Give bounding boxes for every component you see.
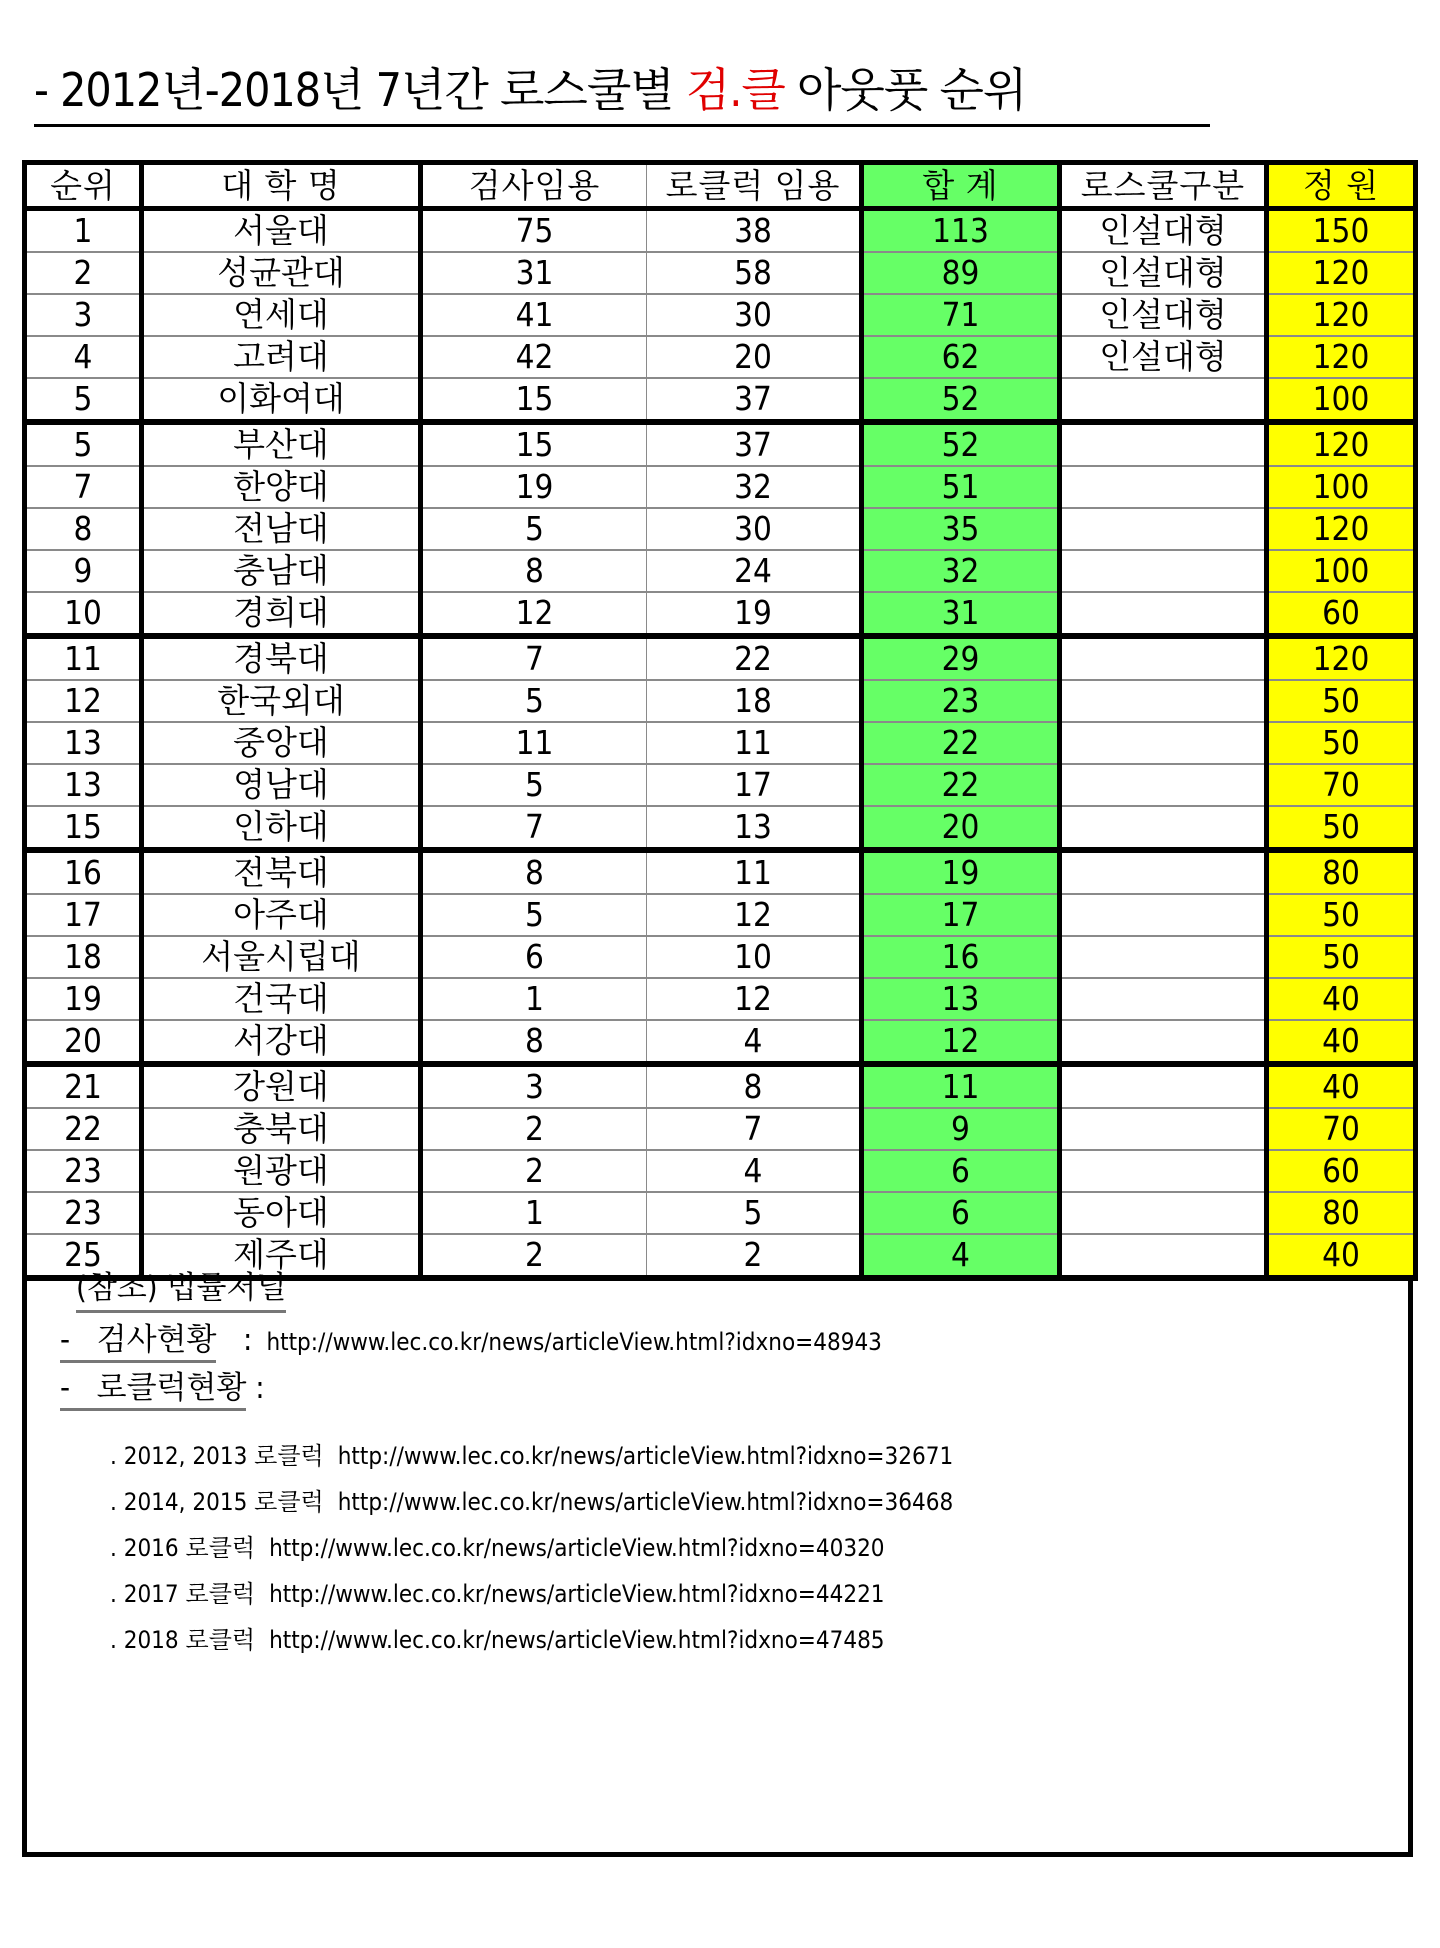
cell-school: 고려대 — [142, 336, 421, 378]
cell-rank: 2 — [25, 252, 142, 294]
cell-total: 35 — [862, 508, 1060, 550]
cell-prosecutor: 31 — [421, 252, 647, 294]
cell-rank: 13 — [25, 764, 142, 806]
cell-quota: 60 — [1267, 592, 1416, 636]
cell-prosecutor: 8 — [421, 1020, 647, 1064]
title-suffix: 아웃풋 순위 — [784, 63, 1027, 117]
header-row — [25, 163, 1416, 209]
header-school: 대 학 명 — [142, 163, 421, 209]
cell-school: 충남대 — [142, 550, 421, 592]
lawclerk-label: 로클럭현황 — [96, 1370, 247, 1406]
table-row — [25, 252, 1416, 294]
cell-rank: 18 — [25, 936, 142, 978]
cell-category: 인설대형 — [1060, 209, 1267, 253]
cell-total: 52 — [862, 378, 1060, 422]
cell-quota: 150 — [1267, 209, 1416, 253]
cell-total: 51 — [862, 466, 1060, 508]
cell-total: 62 — [862, 336, 1060, 378]
cell-prosecutor: 8 — [421, 550, 647, 592]
cell-rank: 9 — [25, 550, 142, 592]
cell-category — [1060, 1192, 1267, 1234]
table-row — [25, 592, 1416, 636]
table-row — [25, 1064, 1416, 1108]
cell-total: 29 — [862, 636, 1060, 680]
cell-rank: 5 — [25, 422, 142, 466]
table-row — [25, 764, 1416, 806]
cell-prosecutor: 3 — [421, 1064, 647, 1108]
cell-lawclerk: 17 — [647, 764, 862, 806]
cell-quota: 40 — [1267, 1234, 1416, 1278]
cell-total: 9 — [862, 1108, 1060, 1150]
cell-quota: 120 — [1267, 336, 1416, 378]
cell-quota: 40 — [1267, 1064, 1416, 1108]
cell-category: 인설대형 — [1060, 336, 1267, 378]
cell-prosecutor: 75 — [421, 209, 647, 253]
cell-quota: 50 — [1267, 894, 1416, 936]
cell-lawclerk: 4 — [647, 1150, 862, 1192]
cell-rank: 19 — [25, 978, 142, 1020]
cell-category: 인설대형 — [1060, 294, 1267, 336]
cell-lawclerk: 18 — [647, 680, 862, 722]
cell-lawclerk: 58 — [647, 252, 862, 294]
cell-prosecutor: 41 — [421, 294, 647, 336]
cell-lawclerk: 12 — [647, 894, 862, 936]
cell-rank: 13 — [25, 722, 142, 764]
table-row — [25, 680, 1416, 722]
table-row — [25, 1020, 1416, 1064]
cell-rank: 3 — [25, 294, 142, 336]
references-title: (참조) 법률저널 — [76, 1268, 286, 1313]
cell-lawclerk: 4 — [647, 1020, 862, 1064]
table-row — [25, 1150, 1416, 1192]
cell-rank: 16 — [25, 850, 142, 894]
cell-category — [1060, 978, 1267, 1020]
table-row — [25, 894, 1416, 936]
cell-total: 6 — [862, 1192, 1060, 1234]
cell-category — [1060, 1108, 1267, 1150]
cell-rank: 12 — [25, 680, 142, 722]
lawclerk-reference — [60, 1368, 265, 1411]
lawclerk-year-label: . 2016 로클럭 — [110, 1534, 256, 1562]
cell-lawclerk: 37 — [647, 422, 862, 466]
cell-school: 영남대 — [142, 764, 421, 806]
cell-school: 원광대 — [142, 1150, 421, 1192]
lawclerk-year-label: . 2017 로클럭 — [110, 1580, 256, 1608]
cell-lawclerk: 8 — [647, 1064, 862, 1108]
cell-rank: 4 — [25, 336, 142, 378]
table-row — [25, 466, 1416, 508]
cell-quota: 80 — [1267, 850, 1416, 894]
cell-lawclerk: 7 — [647, 1108, 862, 1150]
lawclerk-link-item — [110, 1486, 953, 1518]
cell-school: 경희대 — [142, 592, 421, 636]
cell-rank: 22 — [25, 1108, 142, 1150]
cell-school: 건국대 — [142, 978, 421, 1020]
cell-prosecutor: 19 — [421, 466, 647, 508]
cell-quota: 50 — [1267, 680, 1416, 722]
cell-quota: 120 — [1267, 252, 1416, 294]
cell-total: 19 — [862, 850, 1060, 894]
dash: - — [60, 1370, 71, 1406]
cell-school: 한국외대 — [142, 680, 421, 722]
cell-lawclerk: 32 — [647, 466, 862, 508]
cell-lawclerk: 10 — [647, 936, 862, 978]
cell-category: 인설대형 — [1060, 252, 1267, 294]
cell-lawclerk: 11 — [647, 850, 862, 894]
lawclerk-url-link[interactable]: http://www.lec.co.kr/news/articleView.html?idxno=47485 — [269, 1626, 885, 1654]
cell-prosecutor: 42 — [421, 336, 647, 378]
cell-quota: 40 — [1267, 1020, 1416, 1064]
cell-rank: 7 — [25, 466, 142, 508]
cell-prosecutor: 5 — [421, 680, 647, 722]
header-category: 로스쿨구분 — [1060, 163, 1267, 209]
cell-total: 13 — [862, 978, 1060, 1020]
cell-quota: 120 — [1267, 636, 1416, 680]
cell-prosecutor: 11 — [421, 722, 647, 764]
cell-rank: 20 — [25, 1020, 142, 1064]
cell-total: 23 — [862, 680, 1060, 722]
cell-total: 52 — [862, 422, 1060, 466]
title-highlight: 검.클 — [685, 63, 785, 117]
header-prosecutor: 검사임용 — [421, 163, 647, 209]
cell-category — [1060, 936, 1267, 978]
cell-lawclerk: 19 — [647, 592, 862, 636]
cell-category — [1060, 466, 1267, 508]
cell-lawclerk: 38 — [647, 209, 862, 253]
cell-total: 113 — [862, 209, 1060, 253]
header-quota: 정 원 — [1267, 163, 1416, 209]
cell-prosecutor: 5 — [421, 894, 647, 936]
prosecutor-url-link[interactable]: http://www.lec.co.kr/news/articleView.html?idxno=48943 — [266, 1328, 882, 1356]
cell-quota: 80 — [1267, 1192, 1416, 1234]
cell-school: 아주대 — [142, 894, 421, 936]
cell-category — [1060, 592, 1267, 636]
cell-rank: 15 — [25, 806, 142, 850]
cell-lawclerk: 30 — [647, 294, 862, 336]
prosecutor-reference — [60, 1320, 882, 1363]
dash: - — [60, 1322, 71, 1358]
cell-school: 서울시립대 — [142, 936, 421, 978]
cell-total: 16 — [862, 936, 1060, 978]
cell-total: 4 — [862, 1234, 1060, 1278]
cell-prosecutor: 12 — [421, 592, 647, 636]
cell-lawclerk: 20 — [647, 336, 862, 378]
cell-lawclerk: 37 — [647, 378, 862, 422]
cell-school: 전북대 — [142, 850, 421, 894]
cell-school: 강원대 — [142, 1064, 421, 1108]
cell-school: 이화여대 — [142, 378, 421, 422]
header-lawclerk: 로클럭 임용 — [647, 163, 862, 209]
cell-quota: 120 — [1267, 422, 1416, 466]
cell-lawclerk: 2 — [647, 1234, 862, 1278]
cell-total: 22 — [862, 764, 1060, 806]
table-body — [25, 209, 1416, 1279]
cell-total: 22 — [862, 722, 1060, 764]
cell-prosecutor: 15 — [421, 378, 647, 422]
cell-quota: 70 — [1267, 1108, 1416, 1150]
table-row — [25, 336, 1416, 378]
cell-category — [1060, 850, 1267, 894]
cell-category — [1060, 764, 1267, 806]
cell-lawclerk: 22 — [647, 636, 862, 680]
cell-quota: 100 — [1267, 378, 1416, 422]
cell-prosecutor: 7 — [421, 806, 647, 850]
cell-quota: 50 — [1267, 806, 1416, 850]
cell-lawclerk: 12 — [647, 978, 862, 1020]
cell-school: 제주대 — [142, 1234, 421, 1278]
cell-quota: 120 — [1267, 294, 1416, 336]
cell-category — [1060, 806, 1267, 850]
cell-school: 전남대 — [142, 508, 421, 550]
cell-total: 6 — [862, 1150, 1060, 1192]
cell-school: 경북대 — [142, 636, 421, 680]
cell-school: 부산대 — [142, 422, 421, 466]
cell-prosecutor: 2 — [421, 1108, 647, 1150]
title-prefix: - 2012년-2018년 7년간 로스쿨별 — [34, 63, 686, 117]
cell-lawclerk: 13 — [647, 806, 862, 850]
cell-rank: 17 — [25, 894, 142, 936]
table-row — [25, 1108, 1416, 1150]
lawclerk-year-label: . 2014, 2015 로클럭 — [110, 1488, 324, 1516]
lawclerk-link-item — [110, 1440, 953, 1472]
cell-school: 서강대 — [142, 1020, 421, 1064]
cell-lawclerk: 11 — [647, 722, 862, 764]
cell-prosecutor: 5 — [421, 508, 647, 550]
cell-category — [1060, 550, 1267, 592]
cell-quota: 70 — [1267, 764, 1416, 806]
cell-total: 31 — [862, 592, 1060, 636]
cell-category — [1060, 508, 1267, 550]
cell-quota: 60 — [1267, 1150, 1416, 1192]
cell-rank: 10 — [25, 592, 142, 636]
cell-school: 한양대 — [142, 466, 421, 508]
cell-category — [1060, 680, 1267, 722]
cell-school: 연세대 — [142, 294, 421, 336]
cell-prosecutor: 6 — [421, 936, 647, 978]
cell-total: 12 — [862, 1020, 1060, 1064]
lawclerk-link-item — [110, 1624, 885, 1656]
colon: : — [243, 1322, 253, 1358]
cell-category — [1060, 722, 1267, 764]
table-row — [25, 294, 1416, 336]
header-total: 합 계 — [862, 163, 1060, 209]
prosecutor-label: 검사현황 — [96, 1322, 217, 1358]
cell-quota: 100 — [1267, 466, 1416, 508]
lawclerk-year-label: . 2012, 2013 로클럭 — [110, 1442, 324, 1470]
table-row — [25, 806, 1416, 850]
lawclerk-url-link[interactable]: http://www.lec.co.kr/news/articleView.html?idxno=32671 — [337, 1442, 954, 1470]
table-row — [25, 978, 1416, 1020]
table-row — [25, 936, 1416, 978]
lawclerk-year-label: . 2018 로클럭 — [110, 1626, 256, 1654]
lawclerk-url-link[interactable]: http://www.lec.co.kr/news/articleView.html?idxno=40320 — [269, 1534, 885, 1562]
cell-rank: 5 — [25, 378, 142, 422]
cell-prosecutor: 2 — [421, 1150, 647, 1192]
cell-category — [1060, 1020, 1267, 1064]
table-row — [25, 636, 1416, 680]
cell-quota: 100 — [1267, 550, 1416, 592]
cell-prosecutor: 2 — [421, 1234, 647, 1278]
cell-total: 71 — [862, 294, 1060, 336]
cell-total: 11 — [862, 1064, 1060, 1108]
colon: : — [255, 1370, 265, 1406]
ranking-table — [22, 160, 1418, 1281]
cell-school: 동아대 — [142, 1192, 421, 1234]
cell-prosecutor: 7 — [421, 636, 647, 680]
cell-category — [1060, 378, 1267, 422]
table-row — [25, 422, 1416, 466]
cell-prosecutor: 1 — [421, 1192, 647, 1234]
cell-total: 17 — [862, 894, 1060, 936]
cell-school: 중앙대 — [142, 722, 421, 764]
cell-category — [1060, 1234, 1267, 1278]
cell-quota: 50 — [1267, 722, 1416, 764]
cell-rank: 11 — [25, 636, 142, 680]
cell-prosecutor: 15 — [421, 422, 647, 466]
cell-lawclerk: 5 — [647, 1192, 862, 1234]
cell-rank: 21 — [25, 1064, 142, 1108]
table-row — [25, 1192, 1416, 1234]
cell-rank: 1 — [25, 209, 142, 253]
table-row — [25, 209, 1416, 253]
table-row — [25, 850, 1416, 894]
cell-prosecutor: 5 — [421, 764, 647, 806]
table-row — [25, 508, 1416, 550]
cell-quota: 120 — [1267, 508, 1416, 550]
table-row — [25, 378, 1416, 422]
title-underline — [34, 124, 1210, 127]
lawclerk-link-item — [110, 1532, 885, 1564]
cell-quota: 50 — [1267, 936, 1416, 978]
cell-lawclerk: 30 — [647, 508, 862, 550]
header-rank: 순위 — [25, 163, 142, 209]
table-row — [25, 550, 1416, 592]
lawclerk-url-link[interactable]: http://www.lec.co.kr/news/articleView.html?idxno=36468 — [337, 1488, 954, 1516]
cell-rank: 23 — [25, 1150, 142, 1192]
lawclerk-link-item — [110, 1578, 885, 1610]
cell-prosecutor: 8 — [421, 850, 647, 894]
cell-school: 성균관대 — [142, 252, 421, 294]
cell-category — [1060, 1150, 1267, 1192]
cell-school: 충북대 — [142, 1108, 421, 1150]
cell-quota: 40 — [1267, 978, 1416, 1020]
cell-category — [1060, 1064, 1267, 1108]
cell-category — [1060, 636, 1267, 680]
cell-rank: 23 — [25, 1192, 142, 1234]
cell-prosecutor: 1 — [421, 978, 647, 1020]
cell-rank: 8 — [25, 508, 142, 550]
cell-rank: 25 — [25, 1234, 142, 1278]
cell-total: 20 — [862, 806, 1060, 850]
cell-category — [1060, 422, 1267, 466]
lawclerk-url-link[interactable]: http://www.lec.co.kr/news/articleView.html?idxno=44221 — [269, 1580, 885, 1608]
cell-total: 89 — [862, 252, 1060, 294]
cell-school: 서울대 — [142, 209, 421, 253]
table-row — [25, 722, 1416, 764]
cell-total: 32 — [862, 550, 1060, 592]
page-title — [34, 62, 1026, 118]
cell-lawclerk: 24 — [647, 550, 862, 592]
cell-category — [1060, 894, 1267, 936]
cell-school: 인하대 — [142, 806, 421, 850]
